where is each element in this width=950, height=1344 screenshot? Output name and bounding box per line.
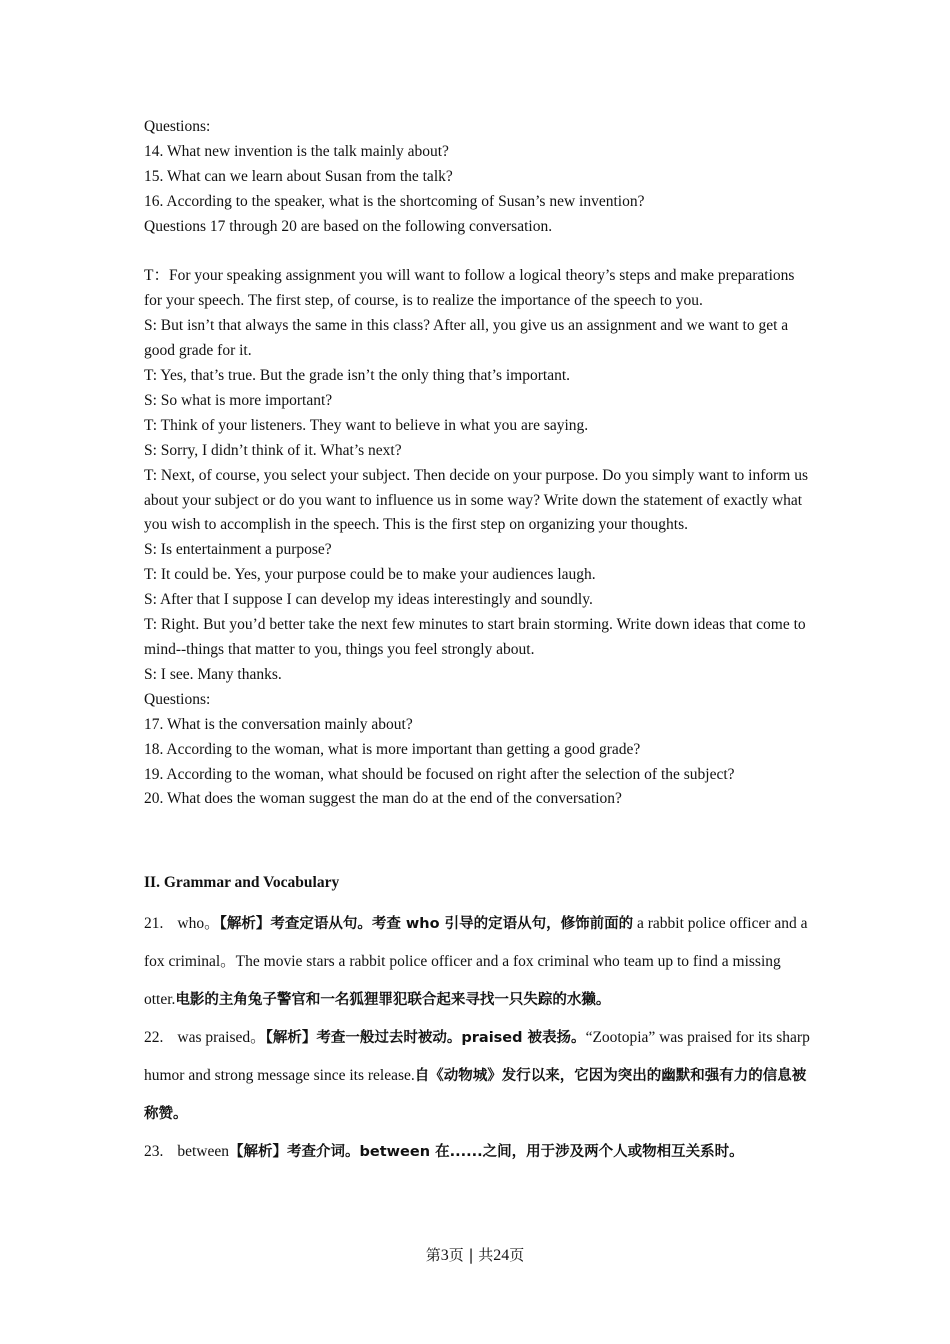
dialogue-line: S: I see. Many thanks. [144, 665, 282, 683]
analysis-note: 考查定语从句。考查 who 引导的定语从句，修饰前面的 [270, 916, 634, 933]
question-17: 17. What is the conversation mainly about? [144, 715, 413, 733]
analysis-tag: 【解析】 [219, 916, 271, 933]
dialogue-line: S: So what is more important? [144, 391, 333, 409]
answer-text: who。 [177, 915, 220, 933]
analysis-tag: 【解析】 [265, 1029, 317, 1046]
question-19: 19. According to the woman, what should be focused on right after the selection of the subject? [144, 765, 735, 783]
answer-item-22 [144, 1019, 810, 1134]
dialogue-line: T: Yes, that’s true. But the grade isn’t the only thing that’s important. [144, 367, 571, 385]
analysis-note: 考查一般过去时被动。praised 被表扬。 [316, 1029, 586, 1046]
item-number: 23. [144, 1143, 164, 1161]
questions-header: Questions: [144, 118, 211, 135]
analysis-note: 考查介词。between 在......之间，用于涉及两个人或物相互关系时。 [287, 1144, 744, 1161]
question-18: 18. According to the woman, what is more important than getting a good grade? [144, 740, 641, 758]
dialogue-line: S: Sorry, I didn’t think of it. What’s next? [144, 441, 402, 459]
conversation-intro: Questions 17 through 20 are based on the following conversation. [144, 217, 553, 235]
dialogue-line: T：For your speaking assignment you will want to follow a logical theory’s steps and make preparations for your speech. The first step, of course, is to realize the importance of the speech to you. [144, 267, 795, 310]
questions-header: Questions: [144, 690, 211, 708]
footer-suffix: 页 [509, 1246, 525, 1264]
item-number: 22. [144, 1028, 164, 1046]
dialogue-line: S: After that I suppose I can develop my ideas interestingly and soundly. [144, 591, 593, 609]
dialogue-line: S: Is entertainment a purpose? [144, 541, 332, 559]
question-14: 14. What new invention is the talk mainly about? [144, 142, 449, 160]
footer-mid: 页 | 共 [448, 1246, 494, 1264]
dialogue-line: T: Think of your listeners. They want to believe in what you are saying. [144, 416, 589, 434]
analysis-tag: 【解析】 [229, 1144, 288, 1161]
question-20: 20. What does the woman suggest the man do at the end of the conversation? [144, 790, 622, 808]
analysis-rest: a rabbit police officer and a fox criminal。The movie stars a rabbit police officer and a fox criminal who team up to find a missing otter. [144, 915, 808, 1008]
current-page-number: 3 [440, 1247, 449, 1264]
dialogue-line: S: But isn’t that always the same in this class? After all, you give us an assignment and we want to get a good grade for it. [144, 317, 789, 360]
answer-item-23 [144, 1133, 810, 1171]
answer-item-21 [144, 905, 810, 1019]
analysis-rest: “Zootopia” was praised for its sharp humor and strong message since its release. [144, 1028, 810, 1085]
question-16: 16. According to the speaker, what is the shortcoming of Susan’s new invention? [144, 192, 645, 210]
translation: 电影的主角兔子警官和一名狐狸罪犯联合起来寻找一只失踪的水獭。 [175, 991, 611, 1008]
document-body [144, 115, 810, 1172]
spacer [144, 240, 810, 265]
page-footer [0, 1243, 950, 1268]
dialogue-line: T: Right. But you’d better take the next few minutes to start brain storming. Write down ideas that come to mind--things that matter to you, things you feel strongly about. [144, 616, 806, 659]
section-title: II. Grammar and Vocabulary [144, 874, 340, 892]
dialogue-line: T: Next, of course, you select your subject. Then decide on your purpose. Do you simply want to inform us about your subject or do you want to influence us in some way? Write down the statement of exactly what you wish to accomplish in the speech. This is the first step on organizing your thoughts. [144, 466, 809, 534]
dialogue-line: T: It could be. Yes, your purpose could be to make your audiences laugh. [144, 566, 596, 584]
item-number: 21. [144, 915, 164, 933]
answer-text: between [177, 1143, 230, 1161]
question-15: 15. What can we learn about Susan from the talk? [144, 167, 453, 185]
total-pages: 24 [493, 1247, 510, 1264]
answer-text: was praised。 [177, 1028, 266, 1046]
footer-prefix: 第 [425, 1246, 441, 1264]
translation: 自《动物城》发行以来，它因为突出的幽默和强有力的信息被称赞。 [144, 1068, 807, 1123]
